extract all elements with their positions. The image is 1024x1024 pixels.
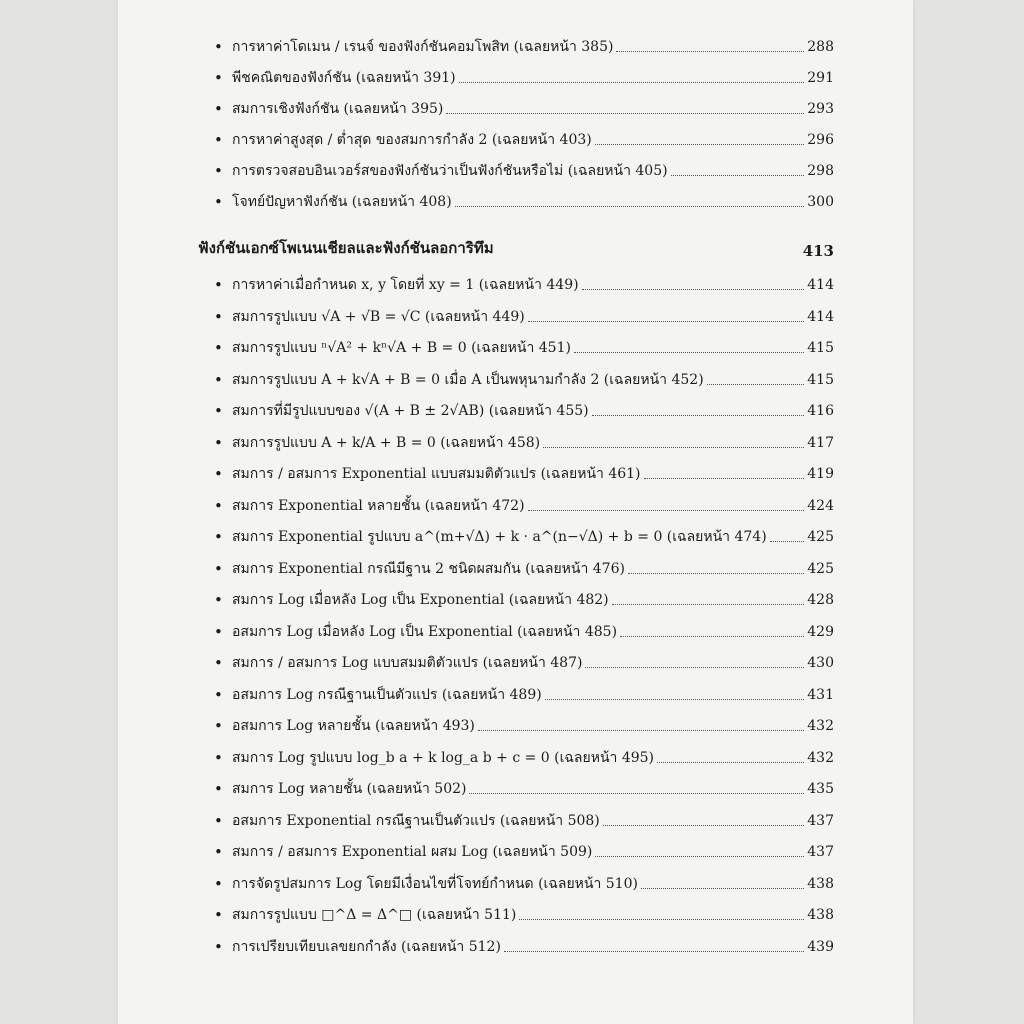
dot-leader bbox=[595, 855, 804, 857]
toc-page-number: 424 bbox=[807, 498, 834, 514]
bullet-icon: • bbox=[214, 497, 223, 515]
bullet-icon: • bbox=[214, 339, 223, 357]
toc-entry-text: การหาค่าโดเมน / เรนจ์ ของฟังก์ชันคอมโพสิท (เฉลยหน้า 385) bbox=[232, 39, 614, 55]
bullet-icon: • bbox=[214, 780, 223, 798]
toc-page-number: 435 bbox=[807, 781, 834, 797]
bullet-icon: • bbox=[214, 434, 223, 452]
toc-entry-text: สมการ Log หลายชั้น (เฉลยหน้า 502) bbox=[232, 781, 467, 797]
toc-entry bbox=[214, 869, 834, 893]
toc-entry-text: สมการรูปแบบ √A + √B = √C (เฉลยหน้า 449) bbox=[232, 309, 525, 325]
dot-leader bbox=[545, 698, 805, 700]
toc-entry bbox=[214, 333, 834, 357]
dot-leader bbox=[707, 383, 805, 385]
bullet-icon: • bbox=[214, 938, 223, 956]
toc-entry-text: อสมการ Exponential กรณีฐานเป็นตัวแปร (เฉลยหน้า 508) bbox=[232, 813, 600, 829]
toc-entry bbox=[214, 270, 834, 294]
dot-leader bbox=[528, 509, 805, 511]
bullet-icon: • bbox=[214, 162, 223, 180]
toc-entry-text: อสมการ Log เมื่อหลัง Log เป็น Exponential (เฉลยหน้า 485) bbox=[232, 624, 618, 640]
toc-entry bbox=[214, 617, 834, 641]
toc-entry bbox=[214, 365, 834, 389]
toc-page-number: 417 bbox=[807, 435, 834, 451]
dot-leader bbox=[603, 824, 804, 826]
bullet-icon: • bbox=[214, 560, 223, 578]
toc-page-number: 419 bbox=[807, 466, 834, 482]
toc-entry bbox=[214, 680, 834, 704]
bullet-icon: • bbox=[214, 717, 223, 735]
dot-leader bbox=[616, 50, 804, 52]
dot-leader bbox=[592, 414, 805, 416]
bullet-icon: • bbox=[214, 402, 223, 420]
toc-page-number: 425 bbox=[807, 529, 834, 545]
toc-page-number: 293 bbox=[807, 101, 834, 117]
toc-entry-text: สมการ / อสมการ Exponential แบบสมมติตัวแปร (เฉลยหน้า 461) bbox=[232, 466, 641, 482]
toc-entry-text: สมการ / อสมการ Exponential ผสม Log (เฉลยหน้า 509) bbox=[232, 844, 593, 860]
toc-entry-text: การตรวจสอบอินเวอร์สของฟังก์ชันว่าเป็นฟังก์ชันหรือไม่ (เฉลยหน้า 405) bbox=[232, 163, 668, 179]
toc-page-number: 438 bbox=[807, 876, 834, 892]
toc-entry-text: สมการ / อสมการ Log แบบสมมติตัวแปร (เฉลยหน้า 487) bbox=[232, 655, 583, 671]
dot-leader bbox=[574, 351, 804, 353]
bullet-icon: • bbox=[214, 749, 223, 767]
bullet-icon: • bbox=[214, 38, 223, 56]
bullet-icon: • bbox=[214, 623, 223, 641]
toc-page-number: 300 bbox=[807, 194, 834, 210]
toc-entry bbox=[214, 491, 834, 515]
section-page-number: 413 bbox=[802, 242, 834, 260]
toc-entry-text: สมการ Log เมื่อหลัง Log เป็น Exponential (เฉลยหน้า 482) bbox=[232, 592, 609, 608]
toc-entry bbox=[214, 32, 834, 56]
dot-leader bbox=[770, 540, 805, 542]
toc-entry-text: สมการ Exponential รูปแบบ a^(m+√Δ) + k · a^(n−√Δ) + b = 0 (เฉลยหน้า 474) bbox=[232, 529, 767, 545]
table-of-contents bbox=[118, 0, 913, 1024]
bullet-icon: • bbox=[214, 654, 223, 672]
bullet-icon: • bbox=[214, 276, 223, 294]
bullet-icon: • bbox=[214, 131, 223, 149]
dot-leader bbox=[504, 950, 804, 952]
toc-entry-text: พีชคณิตของฟังก์ชัน (เฉลยหน้า 391) bbox=[232, 70, 456, 86]
bullet-icon: • bbox=[214, 906, 223, 924]
dot-leader bbox=[582, 288, 805, 290]
toc-entry-text: อสมการ Log กรณีฐานเป็นตัวแปร (เฉลยหน้า 489) bbox=[232, 687, 542, 703]
bullet-icon: • bbox=[214, 193, 223, 211]
toc-entry bbox=[214, 837, 834, 861]
toc-page-number: 437 bbox=[807, 813, 834, 829]
dot-leader bbox=[641, 887, 804, 889]
dot-leader bbox=[459, 81, 805, 83]
bullet-icon: • bbox=[214, 686, 223, 704]
toc-page-number: 437 bbox=[807, 844, 834, 860]
section-heading bbox=[198, 232, 834, 260]
toc-page-number: 425 bbox=[807, 561, 834, 577]
bullet-icon: • bbox=[214, 69, 223, 87]
toc-entry bbox=[214, 932, 834, 956]
toc-page-number: 432 bbox=[807, 718, 834, 734]
toc-entry-text: การเปรียบเทียบเลขยกกำลัง (เฉลยหน้า 512) bbox=[232, 939, 501, 955]
toc-page-number: 416 bbox=[807, 403, 834, 419]
toc-entry bbox=[214, 187, 834, 211]
toc-page-number: 415 bbox=[807, 372, 834, 388]
bullet-icon: • bbox=[214, 100, 223, 118]
dot-leader bbox=[620, 635, 804, 637]
toc-entry bbox=[214, 774, 834, 798]
dot-leader bbox=[519, 918, 804, 920]
toc-page-number: 430 bbox=[807, 655, 834, 671]
toc-entry bbox=[214, 648, 834, 672]
dot-leader bbox=[585, 666, 804, 668]
toc-entry-text: สมการ Exponential กรณีมีฐาน 2 ชนิดผสมกัน (เฉลยหน้า 476) bbox=[232, 561, 625, 577]
book-page bbox=[118, 0, 913, 1024]
bullet-icon: • bbox=[214, 591, 223, 609]
dot-leader bbox=[644, 477, 805, 479]
dot-leader bbox=[455, 205, 805, 207]
toc-entry bbox=[214, 428, 834, 452]
toc-entry-text: โจทย์ปัญหาฟังก์ชัน (เฉลยหน้า 408) bbox=[232, 194, 452, 210]
section-title: ฟังก์ชันเอกซ์โพเนนเชียลและฟังก์ชันลอการิทึม bbox=[198, 239, 494, 257]
dot-leader bbox=[543, 446, 804, 448]
toc-entry-text: สมการรูปแบบ A + k/A + B = 0 (เฉลยหน้า 458) bbox=[232, 435, 541, 451]
toc-entry-text: สมการรูปแบบ ⁿ√A² + kⁿ√A + B = 0 (เฉลยหน้า 451) bbox=[232, 340, 571, 356]
toc-entry bbox=[214, 806, 834, 830]
toc-page-number: 296 bbox=[807, 132, 834, 148]
toc-page-number: 429 bbox=[807, 624, 834, 640]
toc-entry-text: สมการ Exponential หลายชั้น (เฉลยหน้า 472) bbox=[232, 498, 525, 514]
dot-leader bbox=[595, 143, 805, 145]
bullet-icon: • bbox=[214, 843, 223, 861]
toc-page-number: 414 bbox=[807, 309, 834, 325]
toc-page-number: 438 bbox=[807, 907, 834, 923]
toc-entry-text: การหาค่าสูงสุด / ต่ำสุด ของสมการกำลัง 2 (เฉลยหน้า 403) bbox=[232, 132, 592, 148]
toc-entry bbox=[214, 711, 834, 735]
toc-page-number: 439 bbox=[807, 939, 834, 955]
toc-entry bbox=[214, 743, 834, 767]
toc-page-number: 431 bbox=[807, 687, 834, 703]
toc-entry bbox=[214, 125, 834, 149]
dot-leader bbox=[657, 761, 804, 763]
toc-entry bbox=[214, 900, 834, 924]
toc-entry-text: การจัดรูปสมการ Log โดยมีเงื่อนไขที่โจทย์กำหนด (เฉลยหน้า 510) bbox=[232, 876, 638, 892]
toc-entry bbox=[214, 585, 834, 609]
toc-entry bbox=[214, 554, 834, 578]
toc-page-number: 288 bbox=[807, 39, 834, 55]
toc-entry bbox=[214, 302, 834, 326]
toc-page-number: 291 bbox=[807, 70, 834, 86]
toc-entry-text: สมการรูปแบบ A + k√A + B = 0 เมื่อ A เป็นพหุนามกำลัง 2 (เฉลยหน้า 452) bbox=[232, 372, 704, 388]
bullet-icon: • bbox=[214, 528, 223, 546]
dot-leader bbox=[446, 112, 804, 114]
dot-leader bbox=[671, 174, 805, 176]
toc-entry-text: สมการที่มีรูปแบบของ √(A + B ± 2√AB) (เฉลยหน้า 455) bbox=[232, 403, 589, 419]
bullet-icon: • bbox=[214, 465, 223, 483]
toc-entry-text: สมการรูปแบบ □^Δ = Δ^□ (เฉลยหน้า 511) bbox=[232, 907, 517, 923]
dot-leader bbox=[478, 729, 804, 731]
bullet-icon: • bbox=[214, 812, 223, 830]
bullet-icon: • bbox=[214, 875, 223, 893]
dot-leader bbox=[469, 792, 804, 794]
toc-entry-text: สมการ Log รูปแบบ log_b a + k log_a b + c = 0 (เฉลยหน้า 495) bbox=[232, 750, 655, 766]
toc-entry-text: อสมการ Log หลายชั้น (เฉลยหน้า 493) bbox=[232, 718, 475, 734]
toc-entry bbox=[214, 459, 834, 483]
toc-entry bbox=[214, 63, 834, 87]
dot-leader bbox=[628, 572, 804, 574]
toc-page-number: 414 bbox=[807, 277, 834, 293]
toc-entry-text: การหาค่าเมื่อกำหนด x, y โดยที่ xy = 1 (เฉลยหน้า 449) bbox=[232, 277, 579, 293]
dot-leader bbox=[612, 603, 805, 605]
toc-entry bbox=[214, 522, 834, 546]
toc-entry bbox=[214, 156, 834, 180]
toc-entry-text: สมการเชิงฟังก์ชัน (เฉลยหน้า 395) bbox=[232, 101, 444, 117]
toc-page-number: 415 bbox=[807, 340, 834, 356]
dot-leader bbox=[528, 320, 805, 322]
bullet-icon: • bbox=[214, 371, 223, 389]
bullet-icon: • bbox=[214, 308, 223, 326]
toc-entry bbox=[214, 94, 834, 118]
toc-entry bbox=[214, 396, 834, 420]
toc-page-number: 298 bbox=[807, 163, 834, 179]
toc-page-number: 432 bbox=[807, 750, 834, 766]
toc-page-number: 428 bbox=[807, 592, 834, 608]
